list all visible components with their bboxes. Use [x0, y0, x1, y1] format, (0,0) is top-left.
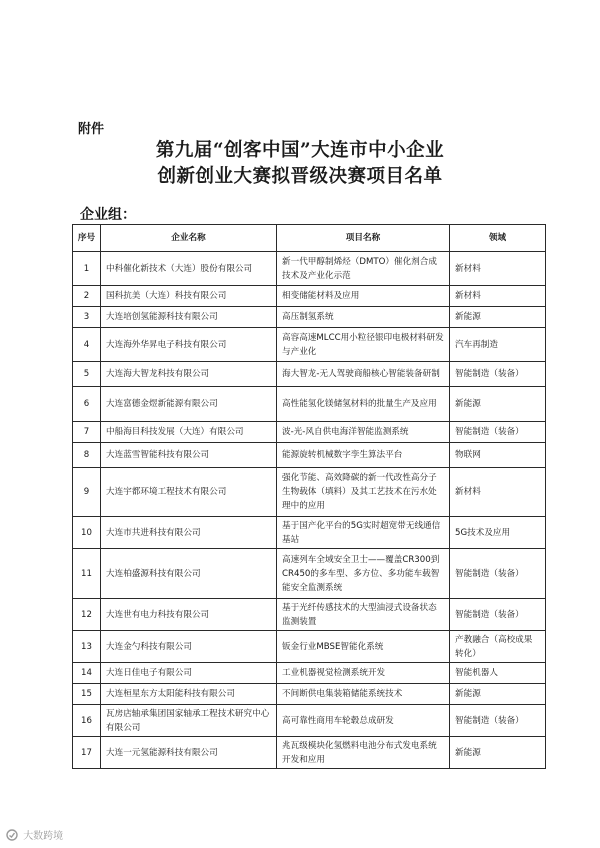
cell-project: 能源旋转机械数字孪生算法平台 [277, 443, 450, 468]
cell-field: 智能制造（装备） [450, 549, 546, 599]
watermark [6, 827, 63, 844]
cell-project: 波-光-风自供电海洋智能监测系统 [277, 422, 450, 443]
cell-field: 5G技术及应用 [450, 517, 546, 549]
table-row [73, 705, 546, 737]
cell-project: 基于光纤传感技术的大型油浸式设备状态监测装置 [277, 599, 450, 631]
column-header-company: 企业名称 [101, 225, 277, 252]
cell-company: 大连海外华昇电子科技有限公司 [101, 328, 277, 362]
page-title-line-1: 第九届“创客中国”大连市中小企业 [155, 140, 445, 161]
cell-field: 新材料 [450, 252, 546, 286]
cell-company: 大连培创氢能源科技有限公司 [101, 307, 277, 328]
cell-field: 新能源 [450, 387, 546, 422]
cell-company: 大连柏盛源科技有限公司 [101, 549, 277, 599]
cell-no: 3 [73, 307, 101, 328]
cell-no: 8 [73, 443, 101, 468]
column-header-project: 项目名称 [277, 225, 450, 252]
cell-field: 新能源 [450, 307, 546, 328]
cell-field: 智能制造（装备） [450, 422, 546, 443]
column-header-no: 序号 [73, 225, 101, 252]
cell-company: 瓦房店轴承集团国家轴承工程技术研究中心有限公司 [101, 705, 277, 737]
table-row [73, 307, 546, 328]
cell-company: 大连金勺科技有限公司 [101, 631, 277, 663]
cell-no: 16 [73, 705, 101, 737]
cell-company: 大连世有电力科技有限公司 [101, 599, 277, 631]
cell-project: 兆瓦级模块化氢燃料电池分布式发电系统开发和应用 [277, 737, 450, 769]
table-row [73, 443, 546, 468]
cell-project: 新一代甲醇制烯烃（DMTO）催化剂合成技术及产业化示范 [277, 252, 450, 286]
cell-no: 10 [73, 517, 101, 549]
cell-project: 不间断供电集装箱储能系统技术 [277, 684, 450, 705]
cell-company: 中船海目科技发展（大连）有限公司 [101, 422, 277, 443]
table-row [73, 468, 546, 517]
cell-field: 汽车再制造 [450, 328, 546, 362]
cell-no: 14 [73, 663, 101, 684]
column-header-field: 领域 [450, 225, 546, 252]
cell-no: 6 [73, 387, 101, 422]
cell-project: 钣金行业MBSE智能化系统 [277, 631, 450, 663]
cell-company: 国科抗美（大连）科技有限公司 [101, 286, 277, 307]
table-row [73, 387, 546, 422]
cell-field: 智能机器人 [450, 663, 546, 684]
cell-company: 大连桓星东方太阳能科技有限公司 [101, 684, 277, 705]
table-row [73, 549, 546, 599]
cell-project: 高性能氢化镁储氢材料的批量生产及应用 [277, 387, 450, 422]
group-label: 企业组： [80, 207, 136, 223]
cell-project: 高容高速MLCC用小粒径银印电极材料研发与产业化 [277, 328, 450, 362]
cell-no: 2 [73, 286, 101, 307]
cell-company: 大连日佳电子有限公司 [101, 663, 277, 684]
cell-project: 海大智龙-无人驾驶商船核心智能装备研制 [277, 362, 450, 387]
table-row [73, 328, 546, 362]
cell-company: 大连一元氢能源科技有限公司 [101, 737, 277, 769]
table-row [73, 631, 546, 663]
cell-no: 1 [73, 252, 101, 286]
project-table [72, 224, 546, 769]
cell-project: 高可靠性商用车轮毂总成研发 [277, 705, 450, 737]
cell-field: 智能制造（装备） [450, 599, 546, 631]
cell-company: 大连宇都环境工程技术有限公司 [101, 468, 277, 517]
cell-field: 物联网 [450, 443, 546, 468]
cell-no: 7 [73, 422, 101, 443]
cell-project: 相变储能材料及应用 [277, 286, 450, 307]
cell-company: 大连蓝雪智能科技有限公司 [101, 443, 277, 468]
cell-no: 4 [73, 328, 101, 362]
table-row [73, 599, 546, 631]
cell-no: 15 [73, 684, 101, 705]
table-row [73, 517, 546, 549]
cell-company: 大连海大智龙科技有限公司 [101, 362, 277, 387]
cell-field: 智能制造（装备） [450, 705, 546, 737]
cell-no: 12 [73, 599, 101, 631]
cell-field: 新能源 [450, 684, 546, 705]
cell-project: 工业机器视觉检测系统开发 [277, 663, 450, 684]
cell-field: 新材料 [450, 286, 546, 307]
cell-company: 大连富德金煜新能源有限公司 [101, 387, 277, 422]
cell-no: 17 [73, 737, 101, 769]
cell-field: 新能源 [450, 737, 546, 769]
cell-no: 5 [73, 362, 101, 387]
page-title-line-2: 创新创业大赛拟晋级决赛项目名单 [157, 166, 443, 187]
cell-field: 智能制造（装备） [450, 362, 546, 387]
brand-logo-icon [6, 829, 18, 844]
table-row [73, 286, 546, 307]
table-row [73, 737, 546, 769]
cell-field: 产教融合（高校成果转化） [450, 631, 546, 663]
cell-project: 基于国产化平台的5G实时超宽带无线通信基站 [277, 517, 450, 549]
cell-field: 新材料 [450, 468, 546, 517]
cell-project: 高压制氢系统 [277, 307, 450, 328]
cell-project: 高速列车全域安全卫士——覆盖CR300到CR450的多车型、多方位、多功能车载智能安全监测系统 [277, 549, 450, 599]
cell-company: 中科催化新技术（大连）股份有限公司 [101, 252, 277, 286]
attachment-label: 附件 [78, 122, 105, 137]
table-row [73, 422, 546, 443]
table-header-row [73, 225, 546, 252]
watermark-text: 大数跨境 [23, 831, 64, 842]
cell-no: 11 [73, 549, 101, 599]
cell-company: 大连市共进科技有限公司 [101, 517, 277, 549]
table-row [73, 362, 546, 387]
cell-project: 强化节能、高效降碳的新一代改性高分子生物载体（填料）及其工艺技术在污水处理中的应用 [277, 468, 450, 517]
cell-no: 13 [73, 631, 101, 663]
cell-no: 9 [73, 468, 101, 517]
table-row [73, 663, 546, 684]
table-row [73, 684, 546, 705]
table-row [73, 252, 546, 286]
